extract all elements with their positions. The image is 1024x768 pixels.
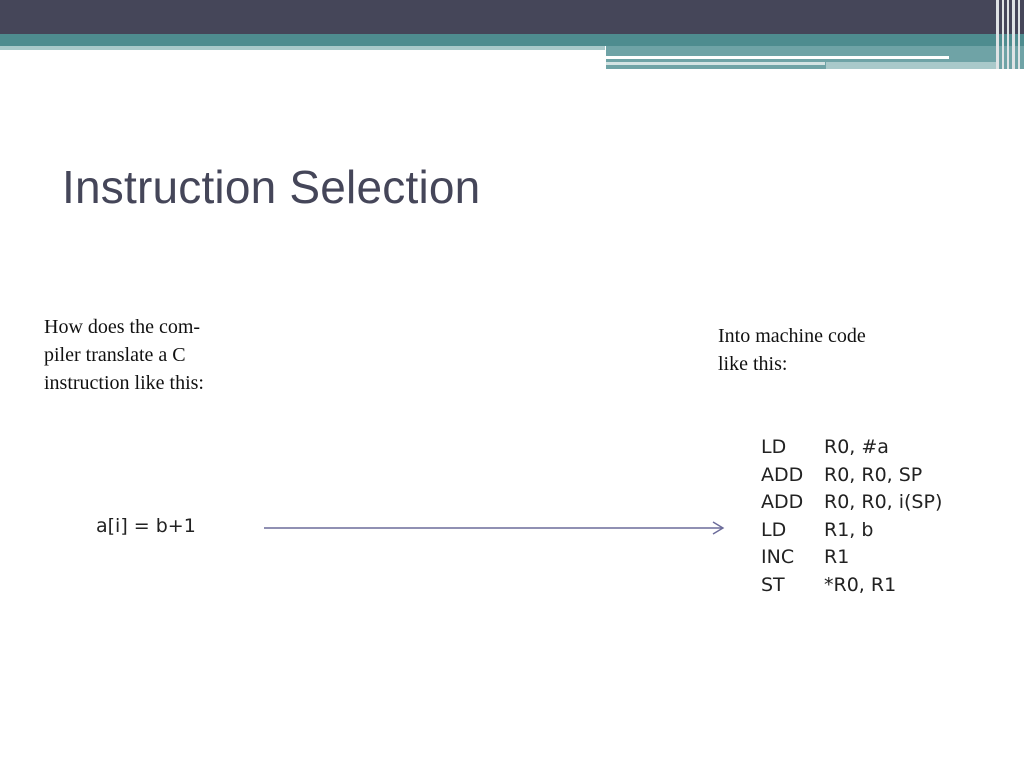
question-line-1: How does the com- [44, 316, 201, 338]
machine-code-list [761, 434, 942, 599]
opcode: ADD [761, 491, 804, 513]
header-band-right-tail [826, 62, 996, 69]
operands: R0, R0, SP [824, 463, 923, 486]
header-stripe [1018, 0, 1020, 69]
question-line-2: piler translate a C [44, 344, 186, 366]
c-instruction: a[i] = b+1 [96, 515, 196, 537]
machine-code-line [761, 572, 942, 600]
operands: R0, #a [824, 436, 889, 458]
machine-code-line [761, 462, 942, 490]
header-band-right-line [606, 56, 949, 59]
header-stripe [1002, 0, 1004, 69]
answer-line-1: Into machine code [718, 325, 866, 347]
machine-code-line [761, 489, 942, 517]
opcode: ST [761, 573, 785, 596]
header-band-teal [0, 34, 1024, 46]
header-stripe [996, 0, 999, 69]
answer-line-2: like this: [718, 353, 788, 375]
header-band-dark [0, 0, 1024, 34]
answer-text [718, 322, 948, 378]
opcode: INC [761, 546, 795, 568]
operands: R1 [824, 546, 850, 568]
machine-code-line [761, 434, 942, 462]
operands: R1, b [824, 518, 874, 541]
translation-arrow [262, 518, 728, 538]
header-stripe [1012, 0, 1015, 69]
machine-code-line [761, 517, 942, 545]
operands: R0, R0, i(SP) [824, 491, 943, 513]
header-band-right-line-2 [606, 62, 825, 65]
opcode: LD [761, 518, 787, 541]
machine-code-line [761, 544, 942, 572]
question-line-3: instruction like this: [44, 372, 204, 394]
opcode: ADD [761, 463, 804, 486]
header-stripe [1007, 0, 1009, 69]
question-text [44, 313, 274, 397]
opcode: LD [761, 436, 787, 458]
slide-title: Instruction Selection [62, 161, 481, 213]
operands: *R0, R1 [824, 573, 897, 596]
header-band-teal-light [0, 46, 605, 50]
